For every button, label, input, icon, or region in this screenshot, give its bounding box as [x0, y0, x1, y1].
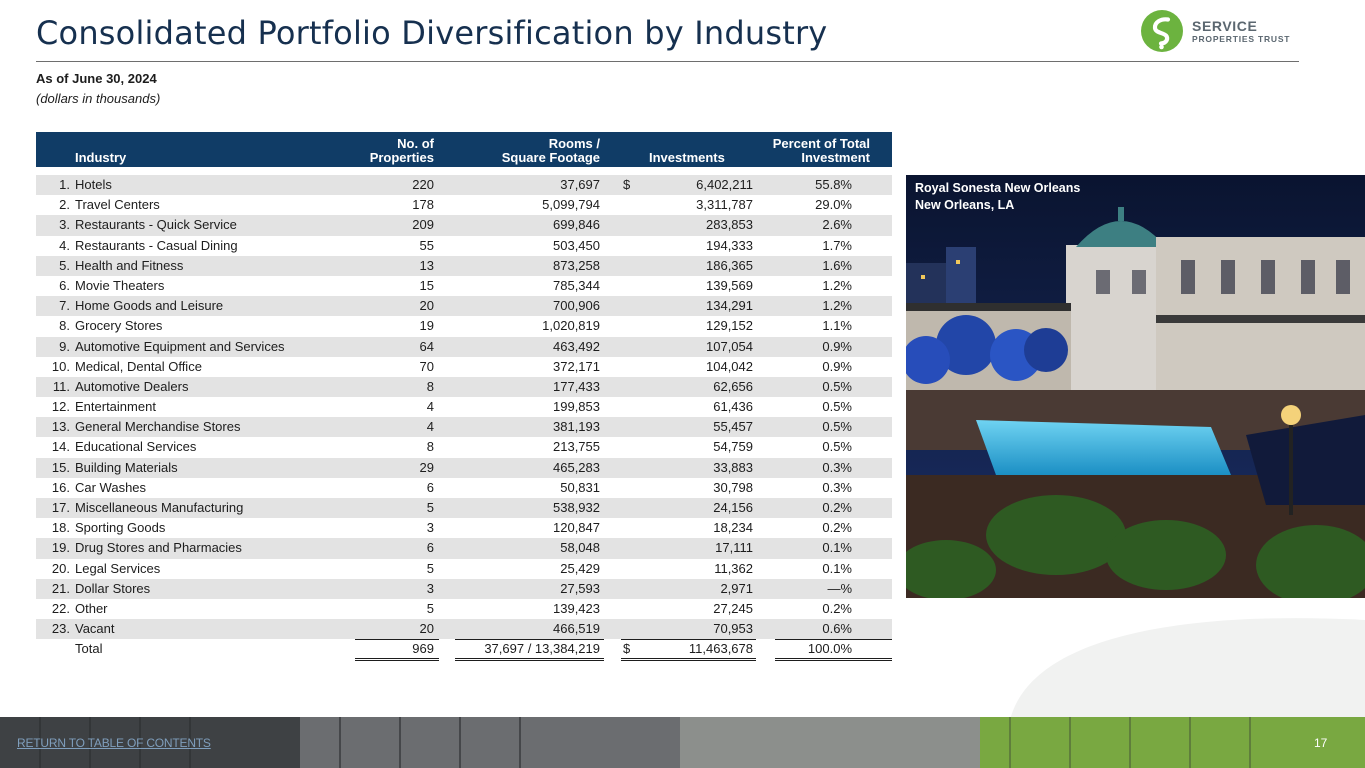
total-investment: 11,463,678 — [688, 641, 753, 657]
rooms-square-footage: 120,847 — [553, 520, 600, 536]
table-total-row — [36, 639, 892, 659]
industry-name: Miscellaneous Manufacturing — [75, 500, 244, 515]
table-row — [36, 215, 892, 235]
col-header-investments: Investments — [649, 150, 725, 165]
percent-of-total: 29.0% — [815, 197, 852, 213]
row-number: 1. — [59, 177, 70, 192]
rooms-square-footage: 27,593 — [560, 580, 600, 596]
industry-name: Building Materials — [75, 459, 178, 475]
property-count: 5 — [426, 600, 434, 616]
property-count: 55 — [419, 237, 434, 253]
row-number: 14. — [51, 439, 70, 455]
property-count: 6 — [426, 479, 434, 495]
property-photo — [906, 175, 1365, 598]
property-count: 178 — [412, 197, 434, 213]
row-number: 7. — [59, 298, 70, 314]
logo-wordmark-line2: PROPERTIES TRUST — [1192, 33, 1291, 44]
industry-name: Restaurants - Quick Service — [75, 217, 237, 233]
percent-of-total: 0.2% — [822, 520, 852, 536]
industry-name: Entertainment — [75, 399, 156, 415]
property-count: 8 — [426, 378, 434, 394]
percent-of-total: 0.9% — [822, 358, 852, 374]
percent-of-total: 0.1% — [822, 540, 852, 556]
industry-name: Vacant — [75, 621, 115, 637]
property-count: 4 — [426, 419, 434, 435]
total-label: Total — [75, 641, 103, 657]
investment-amount: 194,333 — [706, 237, 753, 253]
investment-amount: 55,457 — [713, 419, 753, 435]
industry-name: Hotels — [75, 177, 112, 192]
industry-name: Educational Services — [75, 439, 197, 455]
percent-of-total: 0.5% — [822, 378, 852, 394]
property-count: 8 — [426, 439, 434, 455]
investment-amount: 134,291 — [706, 298, 753, 314]
property-count: 15 — [419, 277, 434, 293]
investment-amount: 17,111 — [715, 540, 753, 556]
industry-name: Movie Theaters — [75, 277, 165, 293]
title-divider — [36, 61, 1299, 62]
property-count: 20 — [419, 298, 434, 314]
table-row — [36, 417, 892, 437]
page-title: Consolidated Portfolio Diversification by Industry — [36, 14, 828, 52]
percent-of-total: 0.5% — [822, 419, 852, 435]
industry-name: Travel Centers — [75, 197, 160, 213]
rooms-square-footage: 538,932 — [553, 500, 600, 515]
industry-name: Medical, Dental Office — [75, 358, 202, 374]
photo-caption: Royal Sonesta New Orleans New Orleans, LA — [915, 181, 1081, 212]
rooms-square-footage: 25,429 — [560, 560, 600, 576]
row-number: 3. — [59, 217, 70, 233]
table-row — [36, 437, 892, 457]
row-number: 11. — [52, 378, 70, 394]
row-number: 17. — [51, 500, 70, 515]
percent-of-total: 0.5% — [822, 399, 852, 415]
percent-of-total: 0.2% — [822, 500, 852, 515]
percent-of-total: 0.2% — [822, 600, 852, 616]
rooms-square-footage: 699,846 — [553, 217, 600, 233]
row-number: 5. — [59, 257, 70, 273]
table-row — [36, 256, 892, 276]
rooms-square-footage: 873,258 — [553, 257, 600, 273]
row-number: 16. — [51, 479, 70, 495]
as-of-date: As of June 30, 2024 — [36, 71, 157, 86]
rooms-square-footage: 785,344 — [553, 277, 600, 293]
investment-amount: 3,311,787 — [696, 197, 753, 213]
industry-name: Restaurants - Casual Dining — [75, 237, 238, 253]
row-number: 23. — [51, 621, 70, 637]
row-number: 9. — [59, 338, 70, 354]
investment-amount: 24,156 — [713, 500, 753, 515]
property-count: 4 — [426, 399, 434, 415]
table-row — [36, 538, 892, 558]
percent-of-total: 0.5% — [822, 439, 852, 455]
table-header — [36, 132, 892, 167]
investment-amount: 54,759 — [713, 439, 753, 455]
industry-name: Automotive Equipment and Services — [75, 338, 285, 354]
rooms-square-footage: 58,048 — [560, 540, 600, 556]
total-percent: 100.0% — [807, 641, 852, 657]
rooms-square-footage: 372,171 — [553, 358, 600, 374]
industry-name: Health and Fitness — [75, 257, 184, 273]
table-row — [36, 236, 892, 256]
industry-name: Sporting Goods — [75, 520, 166, 536]
rooms-square-footage: 465,283 — [553, 459, 600, 475]
rooms-square-footage: 1,020,819 — [542, 318, 600, 334]
return-to-toc-link[interactable]: RETURN TO TABLE OF CONTENTS — [17, 736, 211, 750]
rooms-square-footage: 503,450 — [553, 237, 600, 253]
rooms-square-footage: 700,906 — [553, 298, 600, 314]
rooms-square-footage: 177,433 — [553, 378, 600, 394]
col-header-properties: No. of Properties — [369, 136, 434, 165]
table-row — [36, 175, 892, 195]
percent-of-total: 1.6% — [822, 257, 852, 273]
row-number: 2. — [59, 197, 70, 213]
table-body — [36, 175, 892, 639]
table-row — [36, 518, 892, 538]
row-number: 18. — [51, 520, 70, 536]
investment-amount: 6,402,211 — [696, 177, 753, 192]
percent-of-total: 55.8% — [815, 177, 852, 192]
property-count: 64 — [419, 338, 434, 354]
property-count: 19 — [419, 318, 434, 334]
rooms-square-footage: 466,519 — [553, 621, 600, 637]
table-row — [36, 458, 892, 478]
investment-amount: 27,245 — [713, 600, 753, 616]
industry-name: Drug Stores and Pharmacies — [75, 540, 242, 556]
property-count: 209 — [412, 217, 434, 233]
spt-logo-icon — [1141, 10, 1183, 52]
rooms-square-footage: 463,492 — [553, 338, 600, 354]
industry-name: General Merchandise Stores — [75, 419, 241, 435]
property-count: 70 — [419, 358, 434, 374]
table-row — [36, 195, 892, 215]
row-number: 20. — [51, 560, 70, 576]
property-count: 29 — [419, 459, 434, 475]
investment-amount: 139,569 — [706, 277, 753, 293]
percent-of-total: 1.7% — [822, 237, 852, 253]
col-header-rooms: Rooms / Square Footage — [501, 136, 600, 165]
col-header-industry: Industry — [75, 150, 127, 165]
total-rooms: 37,697 / 13,384,219 — [484, 641, 600, 657]
total-properties: 969 — [412, 641, 434, 657]
investment-amount: 18,234 — [713, 520, 753, 536]
hotel-pool-illustration — [906, 175, 1365, 598]
industry-name: Automotive Dealers — [75, 378, 189, 394]
rooms-square-footage: 381,193 — [553, 419, 600, 435]
percent-of-total: 1.2% — [822, 277, 852, 293]
property-count: 3 — [426, 520, 434, 536]
units-note: (dollars in thousands) — [36, 91, 161, 106]
table-row — [36, 377, 892, 397]
percent-of-total: —% — [827, 580, 852, 596]
total-dollar-sign: $ — [623, 641, 631, 657]
investment-amount: 11,362 — [714, 560, 753, 576]
investment-amount: 61,436 — [713, 399, 753, 415]
industry-table — [36, 132, 892, 660]
industry-name: Car Washes — [75, 479, 147, 495]
table-row — [36, 579, 892, 599]
investment-amount: 104,042 — [706, 358, 753, 374]
percent-of-total: 2.6% — [822, 217, 852, 233]
industry-name: Legal Services — [75, 560, 161, 576]
rooms-square-footage: 213,755 — [553, 439, 600, 455]
percent-of-total: 0.6% — [822, 621, 852, 637]
company-logo — [1141, 10, 1290, 52]
row-number: 4. — [59, 237, 70, 253]
rooms-square-footage: 5,099,794 — [542, 197, 600, 213]
row-number: 22. — [51, 600, 70, 616]
property-count: 3 — [426, 580, 434, 596]
investment-amount: 62,656 — [713, 378, 753, 394]
table-row — [36, 337, 892, 357]
table-row — [36, 276, 892, 296]
industry-name: Grocery Stores — [75, 318, 163, 334]
rooms-square-footage: 199,853 — [553, 399, 600, 415]
investment-amount: 107,054 — [706, 338, 753, 354]
investment-amount: 129,152 — [706, 318, 753, 334]
row-number: 15. — [51, 459, 70, 475]
property-count: 20 — [419, 621, 434, 637]
percent-of-total: 0.3% — [822, 479, 852, 495]
percent-of-total: 1.1% — [822, 318, 852, 334]
industry-name: Other — [75, 600, 108, 616]
row-number: 10. — [51, 358, 70, 374]
percent-of-total: 0.1% — [822, 560, 852, 576]
percent-of-total: 1.2% — [822, 298, 852, 314]
table-row — [36, 599, 892, 619]
percent-of-total: 0.9% — [822, 338, 852, 354]
table-row — [36, 357, 892, 377]
row-number: 13. — [51, 419, 70, 435]
investment-amount: 2,971 — [720, 580, 753, 596]
row-number: 6. — [59, 277, 70, 293]
row-number: 21. — [51, 580, 70, 596]
rooms-square-footage: 50,831 — [560, 479, 600, 495]
rooms-square-footage: 139,423 — [553, 600, 600, 616]
logo-wordmark-line1: SERVICE — [1192, 17, 1258, 34]
property-count: 5 — [426, 500, 434, 515]
industry-name: Home Goods and Leisure — [75, 298, 224, 314]
page-number: 17 — [1314, 736, 1328, 750]
investment-amount: 70,953 — [713, 621, 753, 637]
row-number: 8. — [59, 318, 70, 334]
row-number: 12. — [51, 399, 70, 415]
industry-name: Dollar Stores — [75, 580, 151, 596]
table-row — [36, 559, 892, 579]
table-row — [36, 478, 892, 498]
property-count: 13 — [419, 257, 434, 273]
table-row — [36, 296, 892, 316]
table-row — [36, 619, 892, 639]
col-header-percent: Percent of Total Investment — [772, 136, 870, 165]
table-row — [36, 397, 892, 417]
investment-amount: 30,798 — [713, 479, 753, 495]
percent-of-total: 0.3% — [822, 459, 852, 475]
rooms-square-footage: 37,697 — [560, 177, 600, 192]
investment-amount: 283,853 — [706, 217, 753, 233]
background-swoosh-decoration — [990, 600, 1365, 720]
property-count: 6 — [426, 540, 434, 556]
row-number: 19. — [51, 540, 70, 556]
dollar-sign: $ — [623, 177, 631, 192]
property-count: 5 — [426, 560, 434, 576]
table-row — [36, 498, 892, 518]
investment-amount: 186,365 — [706, 257, 753, 273]
table-row — [36, 316, 892, 336]
investment-amount: 33,883 — [713, 459, 753, 475]
property-count: 220 — [412, 177, 434, 192]
